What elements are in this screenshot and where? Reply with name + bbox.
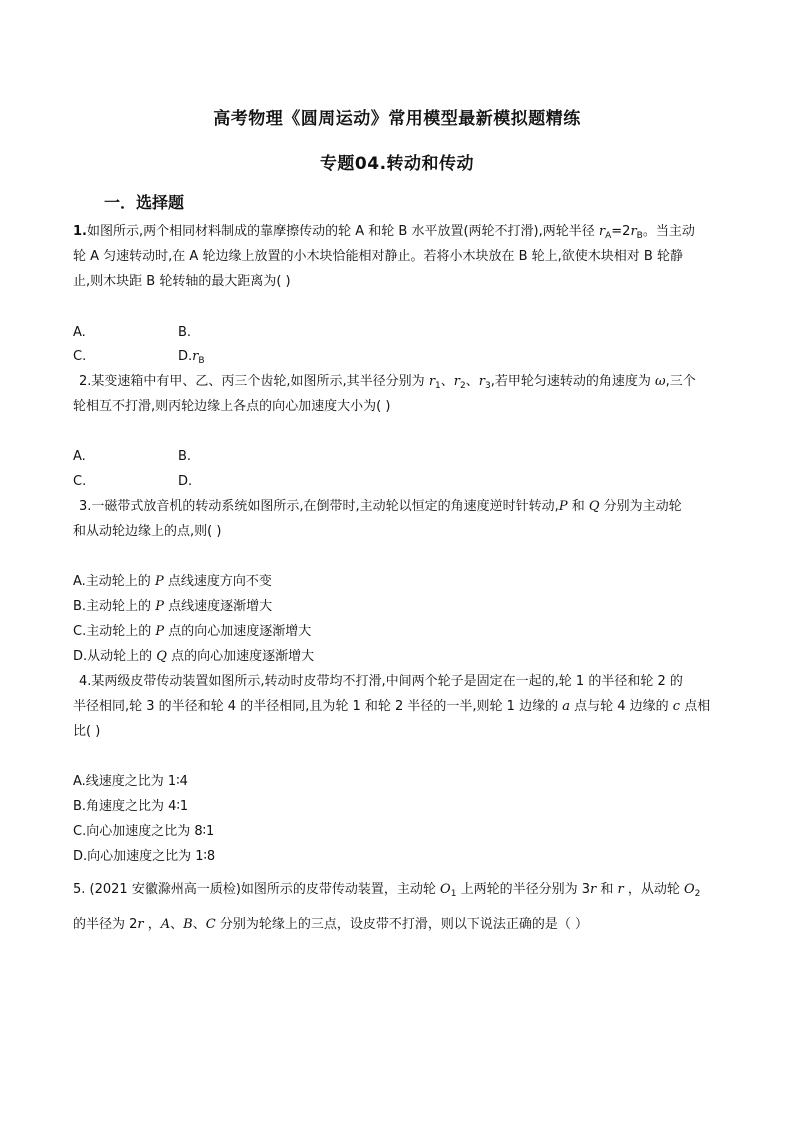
- choice-c: [73, 624, 733, 640]
- variable: r: [428, 374, 436, 389]
- variable: r: [598, 224, 606, 239]
- option-c: C.: [73, 349, 87, 364]
- question-text: 3.一磁带式放音机的转动系统如图所示,在倒带时,主动轮以恒定的角速度逆时针转动,: [79, 499, 559, 514]
- choice-d: [73, 649, 733, 665]
- question-text: ，: [143, 917, 161, 932]
- choice-text: A.主动轮上的: [73, 574, 155, 589]
- variable: Q: [588, 499, 600, 514]
- choice-b: [73, 599, 733, 615]
- variable: P: [558, 499, 568, 514]
- question-1-line-2: 轮 A 匀速转动时,在 A 轮边缘上放置的小木块恰能相对静止。若将小木块放在 B 轮上,欲使木块相对 B 轮静: [73, 249, 683, 264]
- variable: P: [155, 624, 165, 639]
- choice-text: 点的向心加速度逐渐增大: [166, 649, 315, 664]
- choice-text: 点的向心加速度逐渐增大: [164, 624, 312, 639]
- document-subtitle: 专题04.转动和传动: [319, 154, 475, 174]
- question-2-line-1: [79, 374, 739, 394]
- choice-text: D.从动轮上的: [73, 649, 157, 664]
- option-b: B.: [178, 325, 192, 340]
- question-number: 1.: [73, 224, 87, 239]
- variable: C: [205, 917, 216, 932]
- variable: r: [453, 374, 460, 389]
- variable: O: [440, 882, 451, 897]
- variable: B: [183, 917, 193, 932]
- question-text: 2.某变速箱中有甲、乙、丙三个齿轮,如图所示,其半径分别为: [79, 374, 429, 389]
- question-1-line-1: [73, 224, 733, 244]
- question-text: 点相: [680, 699, 711, 714]
- choice-a: [73, 574, 733, 590]
- subscript: 2: [460, 381, 466, 391]
- document-title: 高考物理《圆周运动》常用模型最新模拟题精练: [213, 109, 581, 129]
- question-4-line-3: 比( ): [73, 724, 101, 739]
- question-3-line-2: 和从动轮边缘上的点,则( ): [73, 524, 222, 539]
- question-text: 上两轮的半径分别为 3: [456, 882, 590, 897]
- question-4-line-1: 4.某两级皮带传动装置如图所示,转动时皮带均不打滑,中间两个轮子是固定在一起的,轮 1 的半径和轮 2 的: [79, 674, 683, 689]
- variable: r: [192, 349, 199, 364]
- question-5-line-1: [73, 882, 733, 902]
- question-text: 点与轮 4 边缘的: [569, 699, 673, 714]
- choice-b: B.角速度之比为 4∶1: [73, 799, 189, 814]
- option-a: A.: [73, 449, 86, 464]
- question-3-line-1: [79, 499, 739, 515]
- variable: P: [154, 574, 164, 589]
- question-text: 分别为主动轮: [599, 499, 682, 514]
- choice-a: A.线速度之比为 1∶4: [73, 774, 188, 789]
- question-text: 和: [596, 882, 618, 897]
- variable: r: [137, 917, 144, 932]
- choice-text: 点线速度逐渐增大: [163, 599, 273, 614]
- variable: r: [589, 882, 597, 897]
- choice-d: D.向心加速度之比为 1∶8: [73, 849, 216, 864]
- choice-text: C.主动轮上的: [73, 624, 156, 639]
- question-4-line-2: [73, 699, 733, 715]
- question-2-line-2: 轮相互不打滑,则丙轮边缘上各点的向心加速度大小为( ): [73, 399, 391, 414]
- variable: A: [160, 917, 171, 932]
- option-a: A.: [73, 325, 86, 340]
- option-d: D.: [178, 474, 193, 489]
- variable: O: [683, 882, 695, 897]
- question-text: 半径相同,轮 3 的半径和轮 4 的半径相同,且为轮 1 和轮 2 半径的一半,则轮 1 边缘的: [73, 699, 563, 714]
- section-heading: 一．选择题: [104, 193, 185, 212]
- choice-c: C.向心加速度之比为 8∶1: [73, 824, 215, 839]
- option-label: D.: [178, 349, 193, 364]
- question-text: 、: [440, 374, 454, 389]
- option-d: [178, 349, 205, 366]
- question-text: ,若甲轮匀速转动的角速度为: [490, 374, 655, 389]
- question-text: 。当主动: [642, 224, 695, 239]
- choice-text: B.主动轮上的: [73, 599, 156, 614]
- question-text: 5. (2021 安徽滁州高一质检)如图所示的皮带传动装置，主动轮: [73, 882, 441, 897]
- option-c: C.: [73, 474, 87, 489]
- question-text: 、: [170, 917, 184, 932]
- option-b: B.: [178, 449, 192, 464]
- question-text: 如图所示,两个相同材料制成的靠摩擦传动的轮 A 和轮 B 水平放置(两轮不打滑),两轮半径: [86, 224, 599, 239]
- variable: Q: [156, 649, 167, 664]
- subscript: 3: [484, 381, 491, 391]
- variable: a: [562, 699, 570, 714]
- variable: r: [630, 224, 637, 239]
- variable: ω: [654, 374, 666, 389]
- subscript: 1: [435, 381, 441, 391]
- question-text: 、: [192, 917, 206, 932]
- question-text: ，从动轮: [623, 882, 684, 897]
- question-text: ,三个: [665, 374, 696, 389]
- question-text: 、: [465, 374, 479, 389]
- subscript: 2: [694, 889, 701, 899]
- choice-text: 点线速度方向不变: [163, 574, 272, 589]
- variable: r: [478, 374, 485, 389]
- question-text: 和: [567, 499, 589, 514]
- subscript: B: [198, 356, 205, 366]
- variable: r: [617, 882, 624, 897]
- question-5-line-2: [73, 917, 733, 933]
- subscript: A: [605, 231, 612, 241]
- question-text: 分别为轮缘上的三点，设皮带不打滑，则以下说法正确的是（ ）: [215, 917, 588, 932]
- question-text: =2: [611, 224, 631, 239]
- question-text: 的半径为 2: [73, 917, 138, 932]
- question-1-line-3: 止,则木块距 B 轮转轴的最大距离为( ): [73, 274, 291, 289]
- variable: c: [672, 699, 681, 714]
- subscript: 1: [450, 889, 457, 899]
- variable: P: [155, 599, 164, 614]
- subscript: B: [636, 231, 643, 241]
